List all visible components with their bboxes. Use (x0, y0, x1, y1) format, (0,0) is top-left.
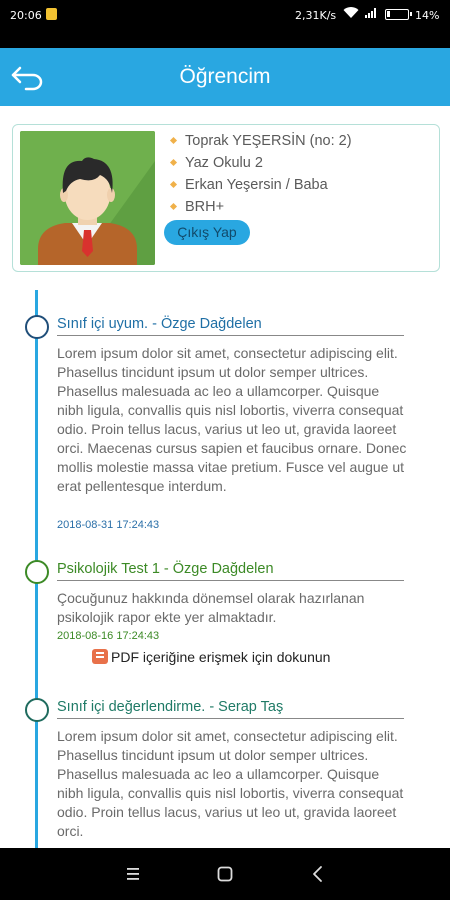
pdf-icon (92, 649, 108, 664)
entry-title: Sınıf içi değerlendirme. - Serap Taş (57, 699, 404, 719)
battery-percent: 14% (415, 9, 440, 22)
clock: 20:06 (10, 9, 42, 22)
wifi-icon (343, 6, 359, 23)
bullet-icon (170, 203, 177, 210)
student-info-list (165, 133, 352, 221)
entry-title: Sınıf içi uyum. - Özge Dağdelen (57, 316, 404, 336)
timeline-node-icon (25, 698, 49, 722)
notification-icon (46, 8, 57, 20)
status-bar (0, 0, 450, 48)
signal-icon (365, 8, 377, 18)
home-icon (212, 862, 238, 886)
entry-date: 2018-08-16 17:24:43 (57, 630, 160, 642)
timeline-node-icon (25, 315, 49, 339)
battery-icon (385, 9, 409, 20)
menu-icon (120, 862, 146, 886)
back-icon (305, 862, 331, 886)
entry-body: Çocuğunuz hakkında dönemsel olarak hazırlanan psikolojik rapor ekte yer almaktadır. (57, 590, 365, 625)
page-title: Öğrencim (179, 65, 271, 88)
app-bar (0, 48, 450, 106)
bullet-icon (170, 159, 177, 166)
timeline-node-icon (25, 560, 49, 584)
logout-button[interactable]: Çıkış Yap (164, 220, 250, 245)
entry-title: Psikolojik Test 1 - Özge Dağdelen (57, 561, 404, 581)
navigation-bar (0, 848, 450, 900)
parent-name: Erkan Yeşersin / Baba (165, 177, 352, 199)
pdf-attachment-link[interactable]: PDF içeriğine erişmek için dokunun (92, 649, 330, 665)
entry-body: Lorem ipsum dolor sit amet, consectetur adipiscing elit. Phasellus tincidunt ipsum ut dolor semper ultrices. Phasellus malesuada ac leo a ullamcorper. Quisque nibh ligula, convallis quis nisl lobortis, viverra consequat odio. Proin tellus lacus, varius ut leo ut, gravida laoreet orci. (57, 728, 404, 839)
student-profile-card (12, 124, 440, 272)
entry-body: Lorem ipsum dolor sit amet, consectetur adipiscing elit. Phasellus tincidunt ipsum ut dolor semper ultrices. Phasellus malesuada ac leo a ullamcorper. Quisque nibh ligula, convallis quis nisl lobortis, viverra consequat odio. Proin tellus lacus, varius ut leo ut, gravida laoreet orci. Maecenas cursus sapien et faucibus ornare. Donec mollis molestie massa vitae pretium. Fusce vel augue ut erat pellentesque interdum. (57, 345, 407, 494)
student-class: Yaz Okulu 2 (165, 155, 352, 177)
menu-button[interactable] (120, 862, 146, 886)
bullet-icon (170, 137, 177, 144)
entry-date: 2018-08-31 17:24:43 (57, 519, 160, 531)
nav-back-button[interactable] (305, 862, 331, 886)
bullet-icon (170, 181, 177, 188)
network-speed: 2,31K/s (295, 9, 337, 22)
student-name: Toprak YEŞERSİN (no: 2) (165, 133, 352, 155)
student-avatar (20, 131, 155, 265)
battery-level (387, 11, 390, 17)
home-button[interactable] (212, 862, 238, 886)
school-name: BRH+ (165, 199, 352, 221)
